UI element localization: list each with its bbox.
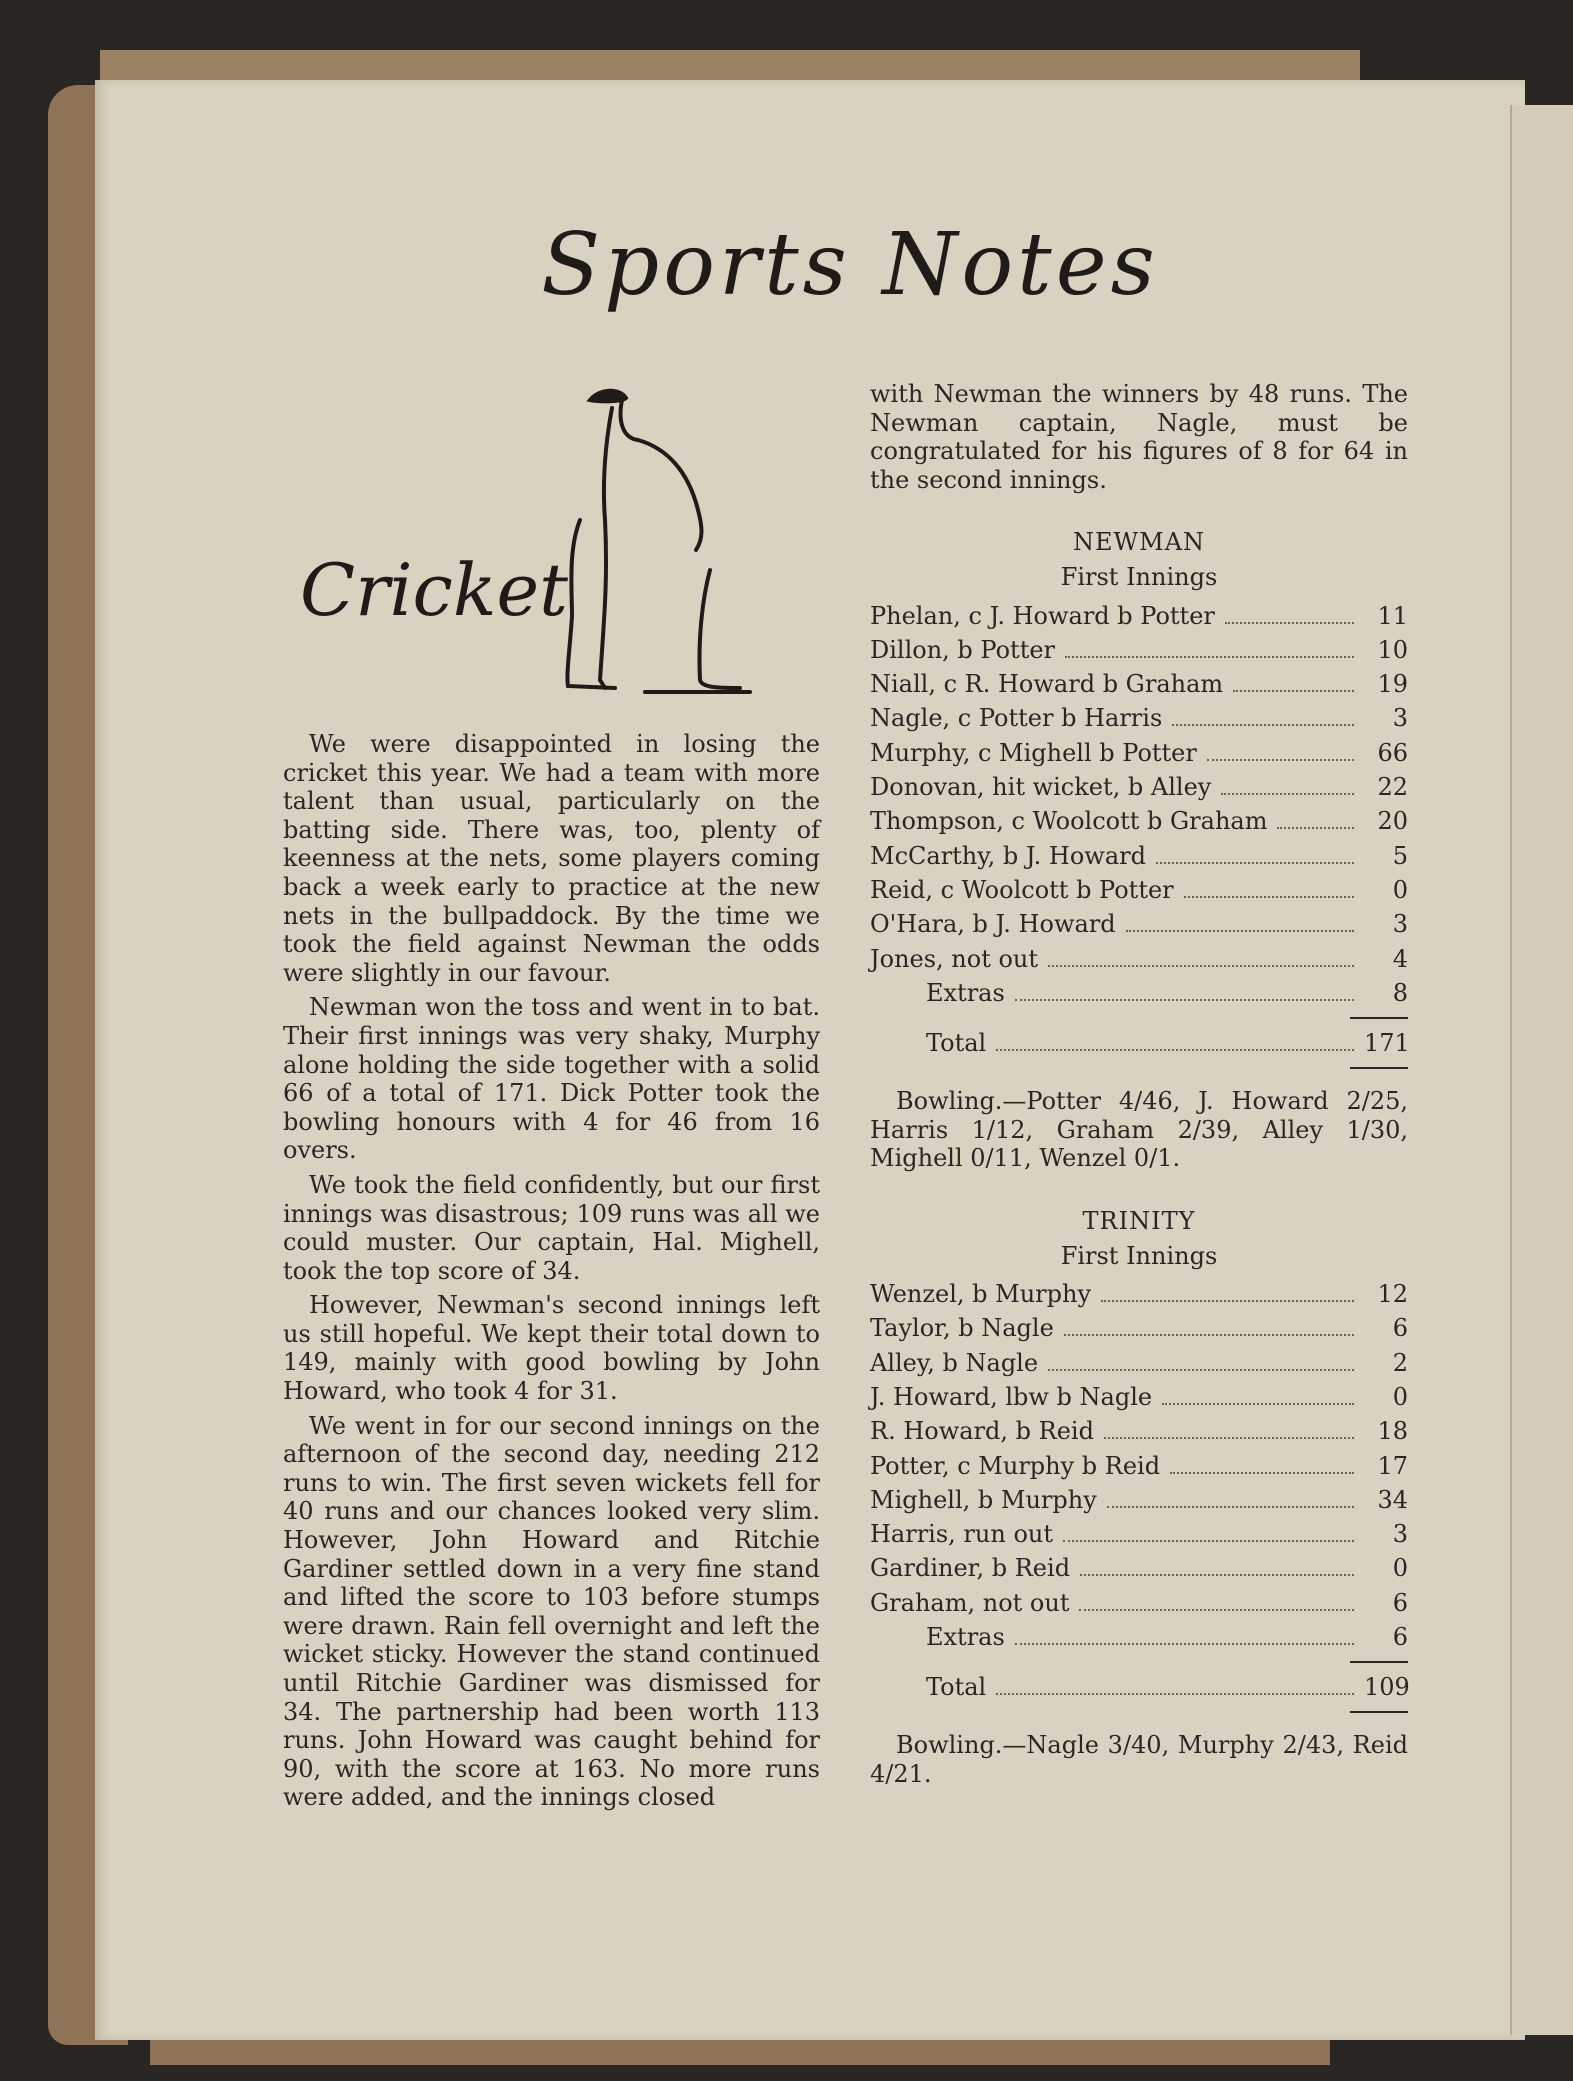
batsman-dismissal: Murphy, c Mighell b Potter xyxy=(870,738,1197,767)
bowling-figures: Bowling.—Nagle 3/40, Murphy 2/43, Reid 4/21. xyxy=(870,1731,1408,1788)
leader-dots xyxy=(1104,1425,1354,1439)
batsman-dismissal: Harris, run out xyxy=(870,1520,1053,1549)
batting-list xyxy=(870,602,1408,979)
batting-row xyxy=(870,1280,1408,1314)
batsman-dismissal: Taylor, b Nagle xyxy=(870,1314,1054,1343)
leader-dots xyxy=(1277,815,1354,829)
extras-value: 6 xyxy=(1392,1623,1408,1652)
batsman-dismissal: Thompson, c Woolcott b Graham xyxy=(870,807,1268,836)
innings-label: First Innings xyxy=(1060,1241,1218,1270)
batting-row xyxy=(870,636,1408,670)
leader-dots xyxy=(1170,1460,1354,1474)
extras-row xyxy=(870,979,1408,1013)
batsman-dismissal: Alley, b Nagle xyxy=(870,1348,1039,1377)
total-row xyxy=(870,1029,1408,1063)
total-row xyxy=(870,1673,1408,1707)
batsman-dismissal: R. Howard, b Reid xyxy=(870,1417,1094,1446)
leader-dots xyxy=(1080,1562,1354,1576)
article-paragraph: We were disappointed in losing the cricket this year. We had a team with more talent than usual, particularly on the batting side. There was, too, plenty of keenness at the nets, some players coming back a week early to practice at the new nets in the bullpaddock. By the time we took the field against Newman the odds were slightly in our favour. xyxy=(283,730,820,987)
divider xyxy=(1350,1017,1408,1019)
batting-row xyxy=(870,1486,1408,1520)
batting-row xyxy=(870,1417,1408,1451)
batsman-runs: 6 xyxy=(1392,1314,1408,1343)
batting-row xyxy=(870,1383,1408,1417)
leader-dots xyxy=(1079,1597,1354,1611)
leader-dots xyxy=(996,1037,1354,1051)
article-paragraph: However, Newman's second innings left us still hopeful. We kept their total down to 149, mainly with good bowling by John Howard, who took 4 for 31. xyxy=(283,1291,820,1406)
batting-row xyxy=(870,1554,1408,1588)
divider xyxy=(1350,1711,1408,1713)
batting-row xyxy=(870,602,1408,636)
leader-dots xyxy=(1126,918,1354,932)
batting-row xyxy=(870,1314,1408,1348)
leader-dots xyxy=(1063,1528,1354,1542)
divider xyxy=(1350,1067,1408,1069)
total-label: Total xyxy=(926,1673,987,1702)
batting-row xyxy=(870,1452,1408,1486)
leader-dots xyxy=(1065,644,1354,658)
batting-list xyxy=(870,1280,1408,1623)
batsman-dismissal: Dillon, b Potter xyxy=(870,635,1056,664)
total-value: 109 xyxy=(1364,1673,1410,1702)
article-paragraph: Newman won the toss and went in to bat. Their first innings was very shaky, Murphy alone holding the side together with a solid 66 of a total of 171. Dick Potter took the bowling honours with 4 for 46 from 16 overs. xyxy=(283,993,820,1165)
batsman-dismissal: Phelan, c J. Howard b Potter xyxy=(870,601,1215,630)
article-paragraph: We took the field confidently, but our first innings was disastrous; 109 runs was all we could muster. Our captain, Hal. Mighell, took the top score of 34. xyxy=(283,1170,820,1285)
batsman-runs: 34 xyxy=(1377,1485,1408,1514)
batsman-runs: 6 xyxy=(1392,1588,1408,1617)
batsman-runs: 0 xyxy=(1392,1382,1408,1411)
batsman-runs: 12 xyxy=(1377,1280,1408,1309)
batsman-dismissal: Donovan, hit wicket, b Alley xyxy=(870,773,1212,802)
team-name: NEWMAN xyxy=(1072,528,1206,557)
scorecard-trinity xyxy=(870,1207,1408,1789)
leader-dots xyxy=(1048,1357,1354,1371)
batsman-runs: 4 xyxy=(1392,944,1408,973)
leader-dots xyxy=(1015,987,1354,1001)
batsman-runs: 10 xyxy=(1377,635,1408,664)
batsman-dismissal: Jones, not out xyxy=(870,944,1039,973)
leader-dots xyxy=(1107,1494,1354,1508)
extras-label: Extras xyxy=(926,978,1005,1007)
innings-label: First Innings xyxy=(1060,562,1218,591)
batting-row xyxy=(870,1589,1408,1623)
batsman-dismissal: Mighell, b Murphy xyxy=(870,1485,1097,1514)
batsman-dismissal: Nagle, c Potter b Harris xyxy=(870,704,1163,733)
batsman-runs: 11 xyxy=(1377,601,1408,630)
extras-row xyxy=(870,1623,1408,1657)
batsman-dismissal: Reid, c Woolcott b Potter xyxy=(870,875,1174,904)
batsman-runs: 3 xyxy=(1392,704,1408,733)
batting-row xyxy=(870,876,1408,910)
leader-dots xyxy=(1048,953,1354,967)
batsman-runs: 66 xyxy=(1377,738,1408,767)
batsman-runs: 3 xyxy=(1392,910,1408,939)
article-continuation: with Newman the winners by 48 runs. The Newman captain, Nagle, must be congratulated for his figures of 8 for 64 in the second innings. xyxy=(870,380,1408,494)
leader-dots xyxy=(1184,884,1354,898)
team-name: TRINITY xyxy=(1082,1206,1196,1235)
extras-label: Extras xyxy=(926,1623,1005,1652)
leader-dots xyxy=(1207,747,1354,761)
batsman-runs: 0 xyxy=(1392,1554,1408,1583)
batsman-dismissal: O'Hara, b J. Howard xyxy=(870,910,1116,939)
batsman-runs: 20 xyxy=(1377,807,1408,836)
batsman-dismissal: Wenzel, b Murphy xyxy=(870,1280,1092,1309)
batsman-runs: 18 xyxy=(1377,1417,1408,1446)
batsman-dismissal: Niall, c R. Howard b Graham xyxy=(870,670,1224,699)
batsman-runs: 5 xyxy=(1392,841,1408,870)
next-page-edge xyxy=(1510,105,1573,2035)
cricket-heading: Cricket xyxy=(300,548,569,632)
article-left-column xyxy=(283,730,820,1818)
batting-row xyxy=(870,670,1408,704)
leader-dots xyxy=(1156,850,1354,864)
leader-dots xyxy=(1233,678,1354,692)
batting-row xyxy=(870,773,1408,807)
batting-row xyxy=(870,1349,1408,1383)
leader-dots xyxy=(1015,1631,1354,1645)
article-paragraph: We went in for our second innings on the afternoon of the second day, needing 212 runs to win. The first seven wickets fell for 40 runs and our chances looked very slim. However, John Howard and Ritchie Gardiner settled down in a very fine stand and lifted the score to 103 before stumps were drawn. Rain fell overnight and left the wicket sticky. However the stand continued until Ritchie Gardiner was dismissed for 34. The partnership had been worth 113 runs. John Howard was caught behind for 90, with the score at 163. No more runs were added, and the innings closed xyxy=(283,1411,820,1812)
batsman-runs: 0 xyxy=(1392,875,1408,904)
batsman-dismissal: J. Howard, lbw b Nagle xyxy=(870,1382,1153,1411)
leader-dots xyxy=(1064,1322,1354,1336)
batsman-runs: 19 xyxy=(1377,670,1408,699)
extras-value: 8 xyxy=(1392,978,1408,1007)
batsman-runs: 2 xyxy=(1392,1348,1408,1377)
page-title: Sports Notes xyxy=(541,215,1159,315)
batsman-dismissal: Potter, c Murphy b Reid xyxy=(870,1451,1161,1480)
batting-row xyxy=(870,739,1408,773)
batsman-drawing-icon xyxy=(567,391,750,692)
leader-dots xyxy=(1172,712,1354,726)
batsman-runs: 17 xyxy=(1377,1451,1408,1480)
leader-dots xyxy=(996,1681,1354,1695)
batsman-dismissal: Graham, not out xyxy=(870,1588,1070,1617)
batting-row xyxy=(870,910,1408,944)
total-label: Total xyxy=(926,1029,987,1058)
batting-row xyxy=(870,945,1408,979)
batting-row xyxy=(870,842,1408,876)
cricket-illustration xyxy=(300,380,770,710)
leader-dots xyxy=(1221,781,1354,795)
batsman-runs: 22 xyxy=(1377,773,1408,802)
batting-row xyxy=(870,807,1408,841)
article-right-column xyxy=(870,380,1408,1789)
divider xyxy=(1350,1661,1408,1663)
batting-row xyxy=(870,704,1408,738)
leader-dots xyxy=(1225,610,1354,624)
scorecard-newman xyxy=(870,528,1408,1173)
batsman-dismissal: McCarthy, b J. Howard xyxy=(870,841,1146,870)
total-value: 171 xyxy=(1364,1029,1410,1058)
leader-dots xyxy=(1162,1391,1354,1405)
leader-dots xyxy=(1101,1288,1354,1302)
bowling-figures: Bowling.—Potter 4/46, J. Howard 2/25, Harris 1/12, Graham 2/39, Alley 1/30, Mighell 0/11, Wenzel 0/1. xyxy=(870,1087,1408,1173)
batsman-runs: 3 xyxy=(1392,1520,1408,1549)
batting-row xyxy=(870,1520,1408,1554)
batsman-dismissal: Gardiner, b Reid xyxy=(870,1554,1071,1583)
